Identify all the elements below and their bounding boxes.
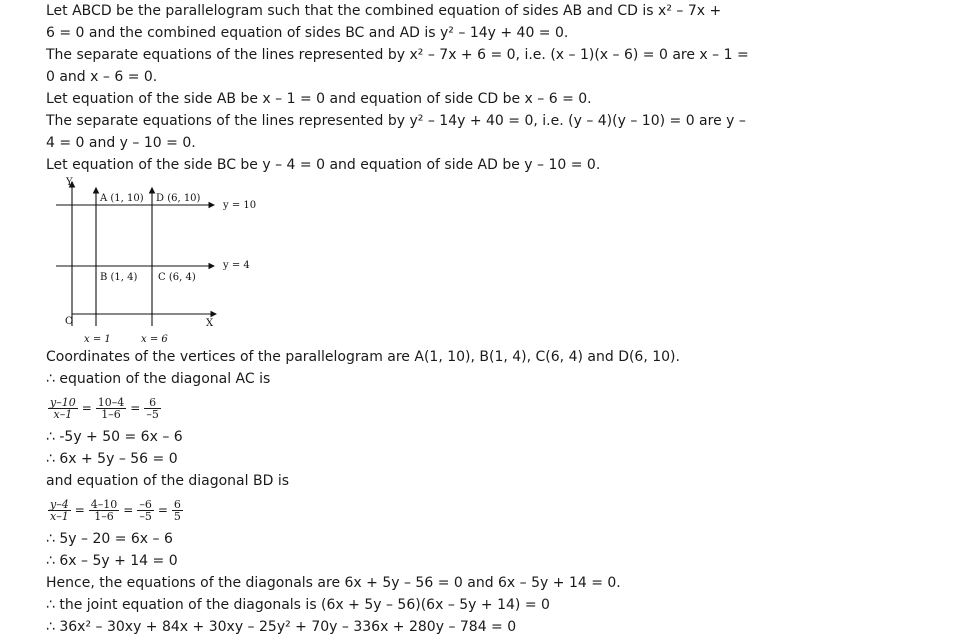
line-y10-label: y = 10 (223, 200, 257, 211)
bd-fraction-4-num: 6 (173, 497, 181, 511)
ac-step-2: ∴ 6x + 5y – 56 = 0 (46, 451, 178, 467)
bd-step-1: ∴ 5y – 20 = 6x – 6 (46, 531, 173, 547)
bd-fraction-1-num: y–4 (50, 497, 69, 511)
bd-fraction-1 (48, 499, 71, 522)
ac-fraction-equation (46, 390, 916, 426)
bd-fraction-4-den: 5 (173, 509, 181, 523)
bd-fraction-2-num: 4–10 (90, 497, 118, 511)
origin-label: O (65, 316, 74, 327)
point-c-label: C (6, 4) (158, 272, 196, 283)
ac-fraction-2-den: 1–6 (101, 407, 121, 421)
bd-heading: and equation of the diagonal BD is (46, 473, 289, 489)
equals-sign: = (123, 503, 134, 517)
bd-fraction-3-den: –5 (139, 509, 152, 523)
bd-step-2: ∴ 6x – 5y + 14 = 0 (46, 553, 178, 569)
y-axis-label: Y (66, 177, 73, 188)
equals-sign: = (81, 401, 92, 415)
line-x1-label: x = 1 (84, 334, 111, 345)
intro-line-8: Let equation of the side BC be y – 4 = 0 and equation of side AD be y – 10 = 0. (46, 157, 601, 173)
conclusion-line-3: ∴ 36x² – 30xy + 84x + 30xy – 25y² + 70y – 336x + 280y – 784 = 0 (46, 619, 517, 635)
solution-content (46, 0, 916, 638)
intro-line-2: 6 = 0 and the combined equation of sides BC and AD is y² – 14y + 40 = 0. (46, 25, 569, 41)
point-d-label: D (6, 10) (156, 193, 201, 204)
bd-fraction-equation (46, 492, 916, 528)
intro-line-1: Let ABCD be the parallelogram such that the combined equation of sides AB and CD is x² – 7x + (46, 3, 722, 19)
graph-svg (46, 176, 306, 346)
point-b-label: B (1, 4) (100, 272, 138, 283)
point-a-label: A (1, 10) (100, 193, 144, 204)
bd-fraction-2 (89, 499, 120, 522)
ac-heading: ∴ equation of the diagonal AC is (46, 371, 271, 387)
bd-fraction-1-den: x–1 (50, 509, 69, 523)
intro-line-4: 0 and x – 6 = 0. (46, 69, 158, 85)
conclusion-line-2: ∴ the joint equation of the diagonals is (6x + 5y – 56)(6x – 5y + 14) = 0 (46, 597, 550, 613)
ac-fraction-1-num: y–10 (50, 395, 76, 409)
ac-fraction-3-num: 6 (144, 397, 161, 409)
bd-fraction-4 (172, 499, 183, 522)
line-x6-label: x = 6 (141, 334, 168, 345)
equals-sign: = (74, 503, 85, 517)
ac-fraction-2-num: 10–4 (97, 395, 125, 409)
intro-line-5: Let equation of the side AB be x – 1 = 0 and equation of side CD be x – 6 = 0. (46, 91, 592, 107)
bd-fraction-3 (137, 499, 154, 522)
equals-sign: = (157, 503, 168, 517)
intro-line-6: The separate equations of the lines represented by y² – 14y + 40 = 0, i.e. (y – 4)(y – 10) = 0 are y – (46, 113, 746, 129)
ac-fraction-3 (144, 397, 161, 420)
line-y4-label: y = 4 (223, 260, 250, 271)
intro-line-3: The separate equations of the lines represented by x² – 7x + 6 = 0, i.e. (x – 1)(x – 6) = 0 are x – 1 = (46, 47, 749, 63)
ac-fraction-3-den: –5 (146, 407, 159, 421)
x-axis-label: X (206, 318, 214, 329)
ac-fraction-1-den: x–1 (53, 407, 73, 421)
equals-sign: = (130, 401, 141, 415)
intro-line-7: 4 = 0 and y – 10 = 0. (46, 135, 196, 151)
ac-step-1: ∴ -5y + 50 = 6x – 6 (46, 429, 183, 445)
ac-fraction-1 (48, 397, 78, 420)
vertices-line: Coordinates of the vertices of the parallelogram are A(1, 10), B(1, 4), C(6, 4) and D(6, 10). (46, 349, 680, 365)
ac-fraction-2 (96, 397, 127, 420)
parallelogram-graph (46, 176, 916, 346)
bd-fraction-2-den: 1–6 (94, 509, 114, 523)
bd-fraction-3-num: –6 (139, 497, 152, 511)
conclusion-line-1: Hence, the equations of the diagonals are 6x + 5y – 56 = 0 and 6x – 5y + 14 = 0. (46, 575, 621, 591)
